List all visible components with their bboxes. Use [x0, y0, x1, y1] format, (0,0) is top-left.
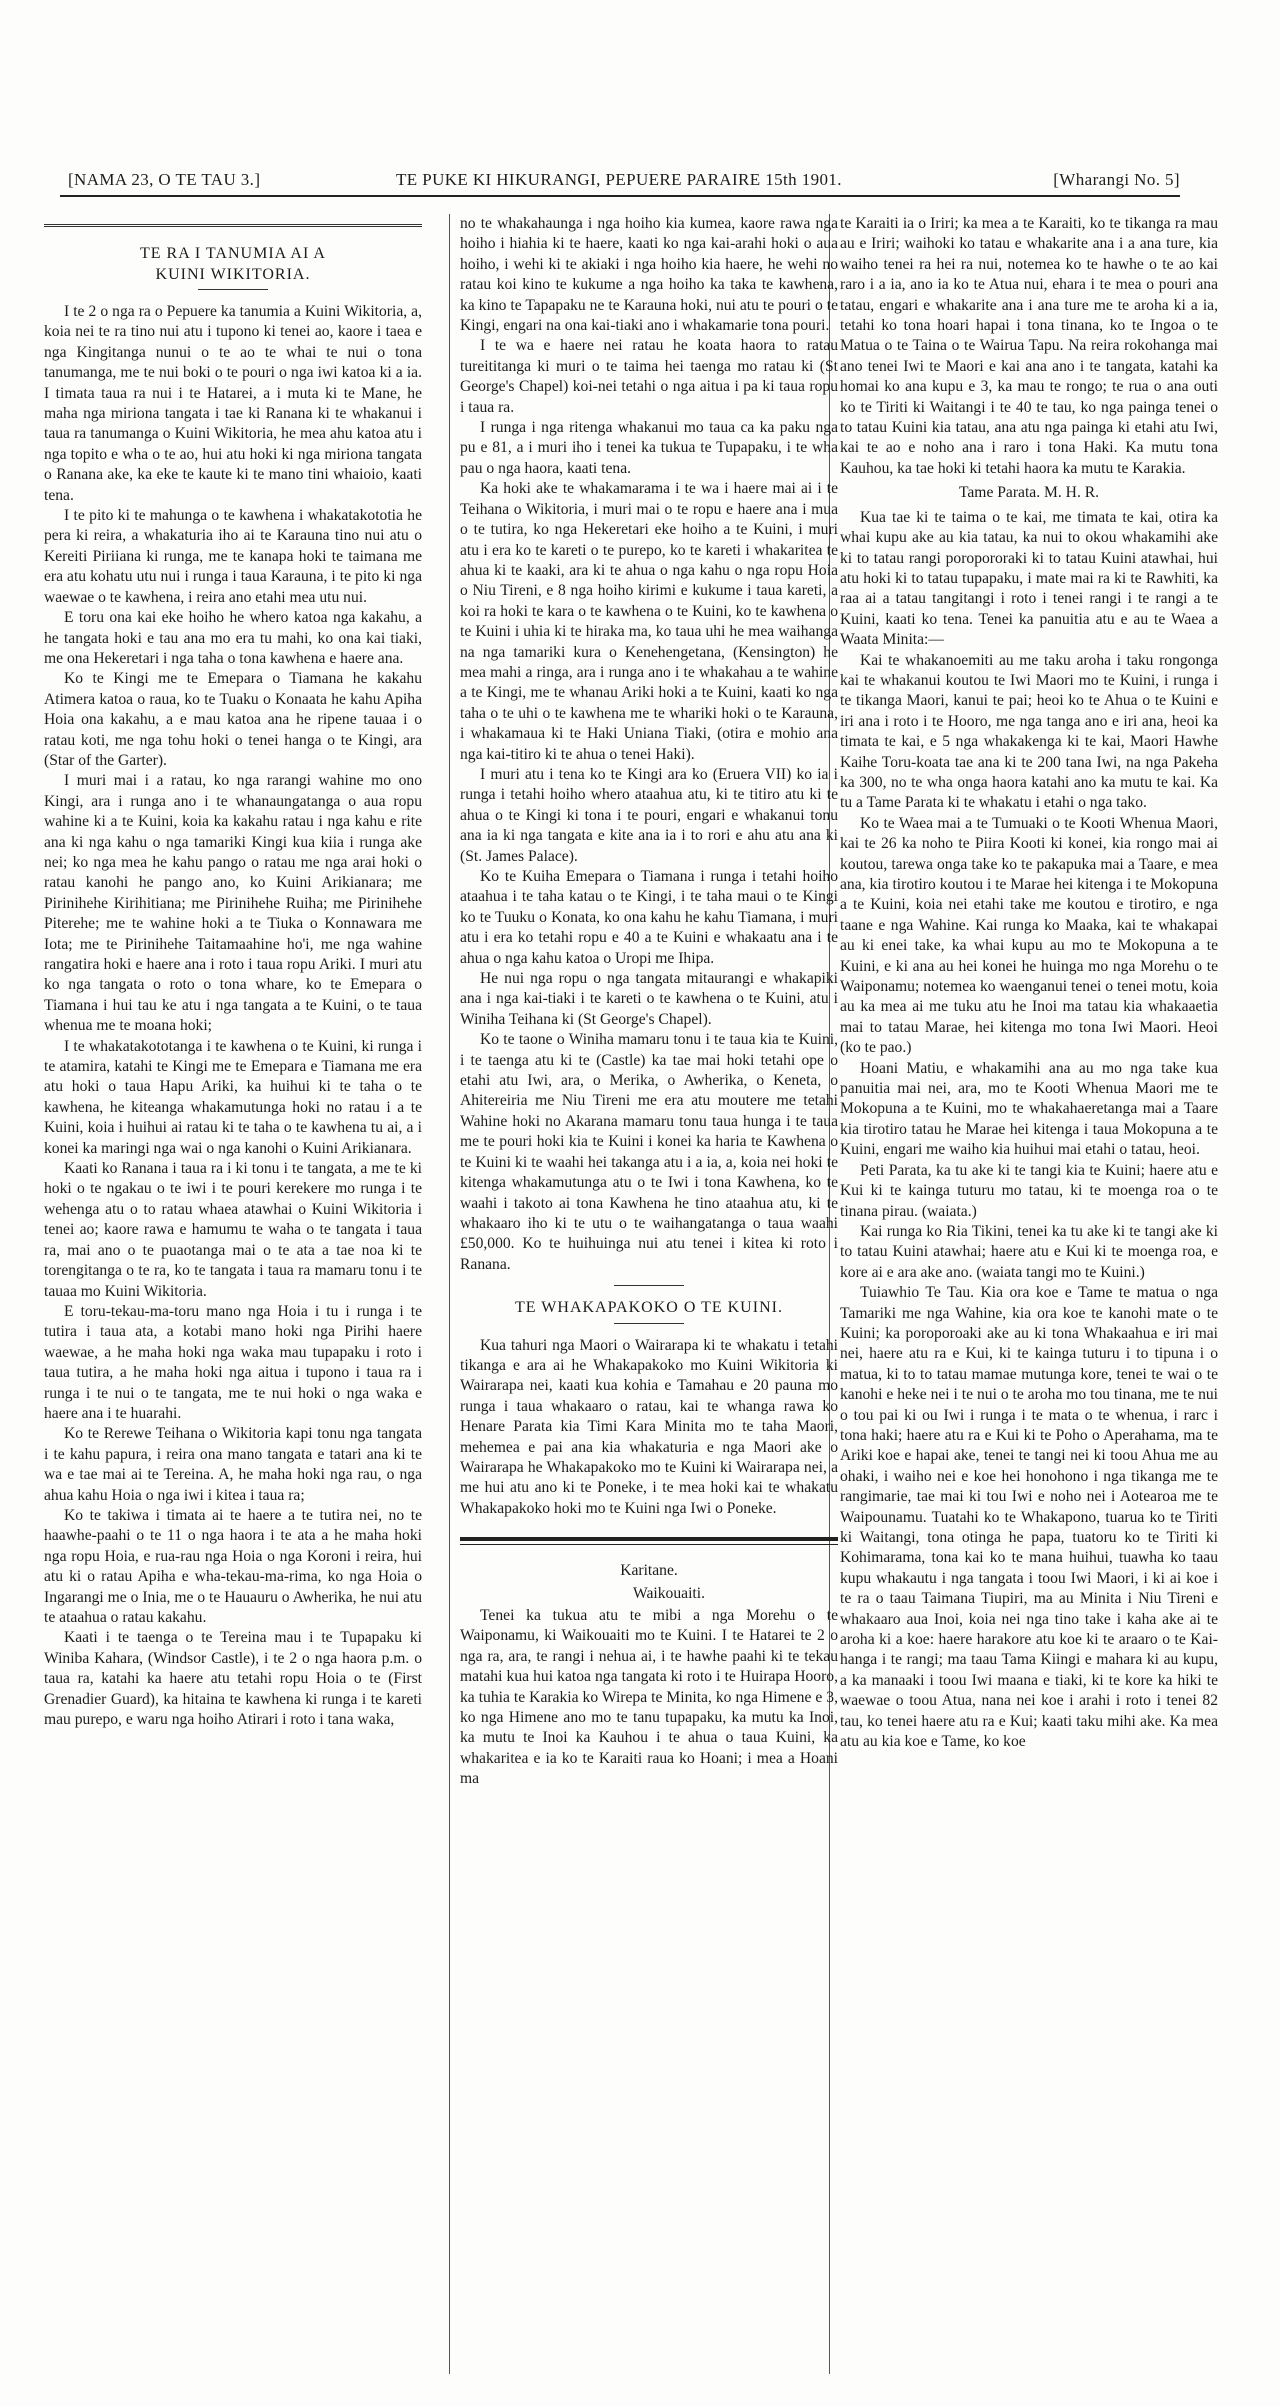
article-heading — [44, 243, 422, 285]
paragraph: Ko te taone o Winiha mamaru tonu i te taua kia te Kuini, i te taenga atu ki te (Castle) ka tae mai hoki tetahi ope o etahi atu Iwi, ara, o Merika, o Awherika, o Keneta, o Ahitereiria me Niu Tireni me era atu moutere me tetahi Wahine hoki no Akarana mamaru tonu taua hunga i te taua me te pouri hoki kia te Kuini i konei ka haria te Kawhena o te Kuini ki te waahi hei takanga atu i a ia, a, koia nei hoki te kitenga whakamutunga atu o te Iwi i tona Kawhena, ko te waahi i takoto ai tona Kawhena he tino ataahua atu, ki te whakaaro iho ki te utu o te waihangatanga o taua waahi £50,000. Ko te huihuinga nui atu tenei i kitea ki roto i Ranana. — [460, 1031, 838, 1273]
place-karitane: Karitane. — [620, 1562, 678, 1580]
paragraph: I te 2 o nga ra o Pepuere ka tanumia a Kuini Wikitoria, a, koia nei te ra tino nui atu i tupono ki tenei ao, kaore i taea e nga Kingitanga nunui o te ao te whai te nui o tona tanumanga, me te nui boki o te pouri o nga iwi katoa ki a ia. I timata taua ra nui i te Hatarei, a i muta ki te Mane, he maha nga miriona tangata i tae ki Ranana ki te whakanui i taua ra tanumanga o Kuini Wikitoria, he mea ahu katoa atu i nga topito e wha o te ao, hui atu hoki ki nga miriona tangata o Ranana ake, ka eke te kaute ki te mano tini whaioio, kaati tena. — [44, 303, 422, 504]
paragraph: Kai runga ko Ria Tikini, tenei ka tu ake ki te tangi ake ki to tatau Kuini atawhai; haere atu e Kui ki te moenga roa, e kore ai e ara ake ano. (waiata tangi mo te Kuini.) — [840, 1222, 1218, 1281]
paragraph: no te whakahaunga i nga hoiho kia kumea, kaore rawa nga hoiho i hiahia ki te haere, kaati ko nga kai-arahi hoki o aua hoiho, i wehi ki te akiaki i nga hoiho kia haere, he wehi no ratau koi kino te kukume a nga hoiho ka taka te kawhena, ka kino te Tapapaku ne te Karauna hoki, nui atu te pouri o te Kingi, engari na ona kai-tiaki ano i whakamarie tona pouri. — [460, 215, 838, 335]
page-header — [60, 168, 1180, 194]
place-waikouaiti: Waikouaiti. — [633, 1584, 705, 1602]
paragraph: I te pito ki te mahunga o te kawhena i whakatakototia he pera ki reira, a whakaturia iho ai te Karauna tino nui atu o Kereiti Piriiana ki runga, me te kanapa hoki te taimana me era atu kohatu utu nui i runga i taua Karauna, i te pito ki nga waewae o te kawhena, i reira ano etahi mea utu nui. — [44, 507, 422, 606]
paragraph: I muri atu i tena ko te Kingi ara ko (Eruera VII) ko ia i runga i tetahi hoiho whero ataahua atu, ki te titiro atu ki te ahua o te Kingi ki tona i te pouri, engari e whakanui tonu ana ia ki nga tangata e kite ana ia i to rori e ahu atu ana ki (St. James Palace). — [460, 765, 838, 865]
page-number: [Wharangi No. 5] — [1053, 170, 1180, 189]
paragraph: Tenei ka tukua atu te mibi a nga Morehu o te Waiponamu, ki Waikouaiti mo te Kuini. I te Hatarei te 2 o nga ra, ara, te rangi i nehua ai, i te hawhe paahi ki te tekau matahi kua hui katoa nga tangata ki roto i te Huirapa Hooro, ka tuhia te Karakia ko Wirepa te Minita, ko nga Himene e 3, ko nga Himene ano mo te tanu tupapaku, ka mutu ka Inoi, ka mutu te Inoi ka Kauhou i te ahua o taua Kuini, ka whakaritea e ia ko te Karaiti raua ko Hoani; i mea a Hoani ma — [460, 1607, 838, 1788]
paragraph: Tuiawhio Te Tau. Kia ora koe e Tame te matua o nga Tamariki me nga Wahine, kia ora koe te kanohi mate o te Kuini; ka poroporoaki ake au ki tona Whakaahua e iri mai nei, haere atu ra e Kui, ki te kainga tuturu i to tipuna i o matua, ki to to tatau mamae mutunga kore, tenei te wai o te kanohi e heke nei i te nui o te aroha mo tou tinana, me te nui o tou pai ki ou Iwi i runga i te mata o te whenua, i rarc i tona haki; haere atu ra e Kui ki te Poho o Aperahama, ma te Ariki koe e hapai ake, tenei te tangi nei ki toou Ahua me au ohaki, i waiho nei e koe hei honohono i nga tikanga me te rangimarie, tae mai ki tou Iwi e noho nei i Aotearoa me te Waipounamu. Tuatahi ko te Whakapono, tuarua ko te Tiriti ki Waitangi, tona otinga he papa, tuatoru ko te Tiriti ki Kohimarama, tona kai ko te mana huihui, tuawha ko taau kupu whakautu i nga tangata i toou Iwi Maori, i ki ai koe i te ra o taau Taimana Tiupiri, ma au Minita i Niu Tireni e whakaaro aua Inoi, koia nei nga tino take i kaha ake ai te aroha ki a koe: haere harakore atu koe ki te araaro o te Kai-hanga i te rangi; ma taau Tama Kiingi e mahara ki au kupu, a ka manaaki i toou Iwi maana e tiaki, ki te kore ka hiki te waewae o toou Atua, nana nei koe i arahi i roto i tenei 82 tau, ko tenei haere atu ra e Kui; kaati taku mihi ake. Ka mea atu au kia koe e Tame, ko koe — [840, 1284, 1218, 1751]
paragraph: Peti Parata, ka tu ake ki te tangi kia te Kuini; haere atu e Kui ki te kainga tuturu mo tatau, ki te moenga roa o te tinana pirau. (waiata.) — [840, 1161, 1218, 1220]
paragraph: I muri mai i a ratau, ko nga rarangi wahine mo ono Kingi, ara i runga ano i te whanaungatanga o aua ropu wahine ki a te Kuini, koia ka kakahu ratau i nga kahu e rite ana ki nga kahu o nga tamariki Kingi kua kiia i runga ake nei; ko nga mea he kahu pango o ratau me nga arai hoki o ratau kanohi he pango ano, ko Kuini Arikianara; me Pirinihehe Kirihitiana; me Pirinihehe Ruiha; me Pirinihehe Piterehe; me te wahine hoki a te Tiuka o Konnawara me Iota; me te Pirinihehe Taitamaahine ho'i, me nga wahine rangatira hoki e haere ana i roto i taua ropu Ariki. I muri atu ko nga tangata o roto o tona whare, ko te Emepara o Tiamana i hui tau ke atu i nga tangata a te Kuini, o te taua whenua me te moana hoki; — [44, 772, 422, 1035]
masthead-title: TE PUKE KI HIKURANGI, PEPUERE PARAIRE 15th 1901. — [396, 170, 842, 189]
paragraph: Kaati i te taenga o te Tereina mau i te Tupapaku ki Winiba Kahara, (Windsor Castle), i te 2 o nga haora p.m. o taua ra, katahi ka haere atu tetahi ropu Hoia o te (First Grenadier Guard), ka hitaina te kawhena ki runga i te kareti mau purepo, e waru nga hoiho Atirari i roto i tana waka, — [44, 1629, 422, 1729]
paragraph: Kai te whakanoemiti au me taku aroha i taku rongonga kai te whakanui koutou te Iwi Maori mo te Kuini, i runga i te tikanga Maori, kanui te pai; heoi ko te Ahua o te Kuini e iri ana i roto i te Hooro, me nga tanga ano e iri ana, heoi ka timata te kai, e 5 nga whakakenga ki te kai, Maori Hawhe Kaihe Toru-koata tae ana ki te 200 tana Iwi, na nga Pakeha ka 300, no te wha onga haora katahi ano ka mutu te kai. Ka tu a Tame Parata ki te whakatu i etahi o nga tako. — [840, 651, 1218, 812]
paragraph: te Karaiti ia o Iriri; ka mea a te Karaiti, ko te tikanga ra mau au e Iriri; waihoki ko tatau e whakarite ana i a ana ture, kia waiho tenei ra hei ra nui, notemea ko te hawhe o te ao kai raro i a ia, ano ia ko te Atua nui, ehara i te mea o pouri ana tatau, engari e whakarite ana i ana ture me te aroha ki a ia, tetahi ko tona hoari hapai i tona tinana, ko te Ingoa o te Matua o te Taina o te Wairua Tapu. Na reira rokohanga mai ano tenei Iwi te Maori e kai ana ano i te tangata, katahi ka homai ko ana kupu e 3, ka mau te rongo; te rua o ana outi ko te Tiriti ki Waitangi i te 40 te tau, ko nga painga tenei o to tatau Kuini kia tatau, ana atu nga painga ki etahi atu Iwi, kai te ao e noho ana i raro i tona Haki. Ka mutu tona Kauhou, ka tae hoki ki tetahi haora ka mutu te Karakia. — [840, 215, 1218, 477]
header-rule — [60, 195, 1180, 197]
section-rule — [614, 1285, 684, 1286]
paragraph: Kua tahuri nga Maori o Wairarapa ki te whakatu i tetahi tikanga e ara ai he Whakapakoko mo Kuini Wikitoria ki Wairarapa nei, kaati kua kohia e Tamahau e 20 pauna mo runga i taua whakaaro o ratau, kai te whanga rawa ko Henare Parata kia Timi Kara Minita mo te taha Maori, mehemea e pai ana kia whakaturia e nga Maori ake o Wairarapa he Whakapakoko mo te Kuini ki Wairarapa nei, a me hui atu ano ki te Poneke, i te mea hoki kai te whakatu Whakapakoko hoki mo te Kuini nga Iwi o Poneke. — [460, 1336, 838, 1517]
paragraph: I te wa e haere nei ratau he koata haora to ratau tureititanga ki muri o te taima hei taenga mo ratau ki (St George's Chapel) koi-nei tetahi o nga aitua i pa ki taua ropu i taua ra. — [460, 337, 838, 416]
paragraph: E toru-tekau-ma-toru mano nga Hoia i tu i runga i te tutira i taua ata, a kotabi mano hoki nga Pirihi haere waewae, a he maha hoki nga waka mau tupapaku i roto i taua tutira, a he maha hoki nga aitua i tupono i taua ra i runga i te nui o te tangata, me te nui hoki o nga waka e haere ana i te huarahi. — [44, 1302, 422, 1422]
paragraph: Kua tae ki te taima o te kai, me timata te kai, otira ka whai kupu ake au kia tatau, ka nui to okou whakamihi ake ki to tatau rangi poropororaki ki to tatau Kuini atawhai, hui atu hoki ki to tatau tupapaku, i mate mai ra ki te Rawhiti, ka raa ai a tatau tangitangi i roto i tenei rangi i te rangi a te Kuini, kaati ko tena. Tenei ka panuitia atu e au te Waea a Waata Minita:— — [840, 508, 1218, 649]
article-heading-text: TE RA I TANUMIA AI A KUINI WIKITORIA. — [140, 245, 326, 283]
paragraph: Ko te takiwa i timata ai te haere a te tutira nei, no te haawhe-paahi o te 11 o nga haora i te ata a he maha hoki nga ropu Hoia, e rua-rau nga Hoia o nga Koroni i reira, hui atu ki o ratau Apiha e wha-tekau-ma-rima, ko nga Hoia o Ingarangi me o Inia, me o te Hauauru o Awherika, he nui atu te ataahua o ratau kakahu. — [44, 1506, 422, 1626]
paragraph: E toru ona kai eke hoiho he whero katoa nga kakahu, a he tangata hoki e tau ana mo era tu mahi, ko ona kai tiaki, me ona Hekeretari i nga taha o tona kawhena e haere ana. — [44, 609, 422, 667]
section-separator — [460, 1537, 838, 1545]
column-divider — [449, 214, 450, 2374]
paragraph: He nui nga ropu o nga tangata mitaurangi e whakapiki ana i nga kai-tiaki i te kareti o te kawhena o te Kuini, atu i Winiha Teihana ki (St George's Chapel). — [460, 970, 838, 1028]
section-separator — [44, 224, 422, 239]
paragraph: Ko te Waea mai a te Tumuaki o te Kooti Whenua Maori, kai te 26 ka noho te Piira Kooti ki konei, kia rongo mai ai koutou, tarewa onga take ko te pakapuka mai a Taare, e mea ana, kia tirotiro koutou i te Marae hei kitenga i te Mokopuna a te Kuini, koia nei etahi take me koutou e tirotiro, e nga taane e nga Wahine. Kai runga ko Maaka, kai te whakapai au ki enei take, ka whai kupu au mo te Mokopuna a te Kuini, e ki ana au hei konei he huinga mo nga Morehu o te Waiponamu; notemea ko waenganui tenei o tenei motu, koia au ka mea ai me tuku atu he Inoi ma tatau kia whakaaetia mai to tatau Marae, hei kitenga mo tona Iwi Maori. Heoi (ko te pao.) — [840, 814, 1218, 1057]
paragraph: Ko te Rerewe Teihana o Wikitoria kapi tonu nga tangata i te kahu papura, i reira ona mano tangata e tatari ana ki te wa e tae mai ai te Tereina. A, he maha hoki nga rau, o nga ahua kahu Hoia o nga iwi i kitea i taua ra; — [44, 1425, 422, 1504]
heading-rule — [614, 1323, 684, 1324]
column-2 — [460, 214, 838, 2094]
paragraph: I runga i nga ritenga whakanui mo taua ca ka paku nga pu e 81, a i muri iho i tenei ka tukua te Tupapaku, i te wha pau o nga haora, kaati tena. — [460, 419, 838, 477]
issue-number: [NAMA 23, O TE TAU 3.] — [68, 170, 261, 189]
paragraph: Ka hoki ake te whakamarama i te wa i haere mai ai i te Teihana o Wikitoria, i muri mai o te ropu e haere ana i mua o te tutira, ko nga Hekeretari eke hoiho a te Kuini, i muri atu i era ko te kareti o te purepo, ko te kareti i whakaritea te ahua ki te kaaki, ara ki te ahua o nga kahu o nga ropu Hoia o Niu Tireni, e 8 nga hoiho kirimi e kukume i taua kareti, a koi ra hoki te kara o te kawhena o te Kuini, ko te kawhena o te Kuini i uhia ki te hiraka ma, ko taua uhi he mea waihanga na nga tamariki kura o Kenehengetana, (Kensington) he mea mahi a ringa, ara i runga ano i te whakahau a te wahine a te Kingi, me te whanau Ariki hoki a te Kuini, kaati ko nga taha o te uhi o te kawhena me te whariki hoki o te Karauna, i whakamaua ki te Haki Uniana Tiaki, (otira e mohio ana nga kai-titiro ki te ahua o tenei Haki). — [460, 480, 838, 763]
paragraph: Hoani Matiu, e whakamihi ana au mo nga take kua panuitia mai nei, ara, mo te Kooti Whenua Maori me te Mokopuna a te Kuini, mo te whakahaeretanga mai a Taare kia tirotiro tatau he Marae hei kitenga i taua Mokopuna a te Kuini, engari me waiho kia huihui mai etahi o tatau, heoi. — [840, 1059, 1218, 1159]
paragraph: Ko te Kingi me te Emepara o Tiamana he kakahu Atimera katoa o raua, ko te Tuaku o Konaata he kahu Apiha Hoia ona kakahu, a e mau katoa ana he ripene tauaa i o ratau koti, me nga tohu hoki o tenei hanga o te Kingi, ara (Star of the Garter). — [44, 670, 422, 769]
statue-heading: TE WHAKAPAKOKO O TE KUINI. — [515, 1299, 783, 1317]
column-3 — [840, 214, 1218, 2364]
heading-rule — [198, 289, 268, 290]
signature: Tame Parata. M. H. R. — [958, 484, 1100, 502]
paragraph: Ko te Kuiha Emepara o Tiamana i runga i tetahi hoiho ataahua i te taha katau o te Kingi, i te taha maui o te Kingi ko te Tuuku o Konata, ko ona kahu he kahu Tiamana, i muri atu i era ko tetahi ropu e 40 a te Kuini e whakaatu ana i te ahua o nga kahu katoa o Uropi me Ihipa. — [460, 868, 838, 967]
column-1 — [44, 214, 422, 2364]
paragraph: I te whakatakototanga i te kawhena o te Kuini, ki runga i te atamira, katahi te Kingi me te Emepara e Tiamana me era atu hoki o taua Hapu Ariki, ka huihui ki te taha o te kawhena, he kiteanga whakamutunga hoki no ratau i a te Kuini, koia i huihui ai ratau ki te taha o te kawhena tu ai, a i konei ka maringi nga wai o nga kanohi o Kuini Arikianara. — [44, 1037, 422, 1157]
paragraph: Kaati ko Ranana i taua ra i ki tonu i te tangata, a me te ki hoki o te ngakau o te iwi i te pouri kerekere mo runga i te wehenga atu o to ratau whaea atawhai o Kuini Wikitoria i tenei ao; kaore rawa e hamumu te waha o te tangata i taua ra, mai ano o te puaotanga mai o te ata a tae noa ki te torengitanga o te ra, ko te tangata i taua ra mamaru tonu i te tauaa mo Kuini Wikitoria. — [44, 1160, 422, 1300]
